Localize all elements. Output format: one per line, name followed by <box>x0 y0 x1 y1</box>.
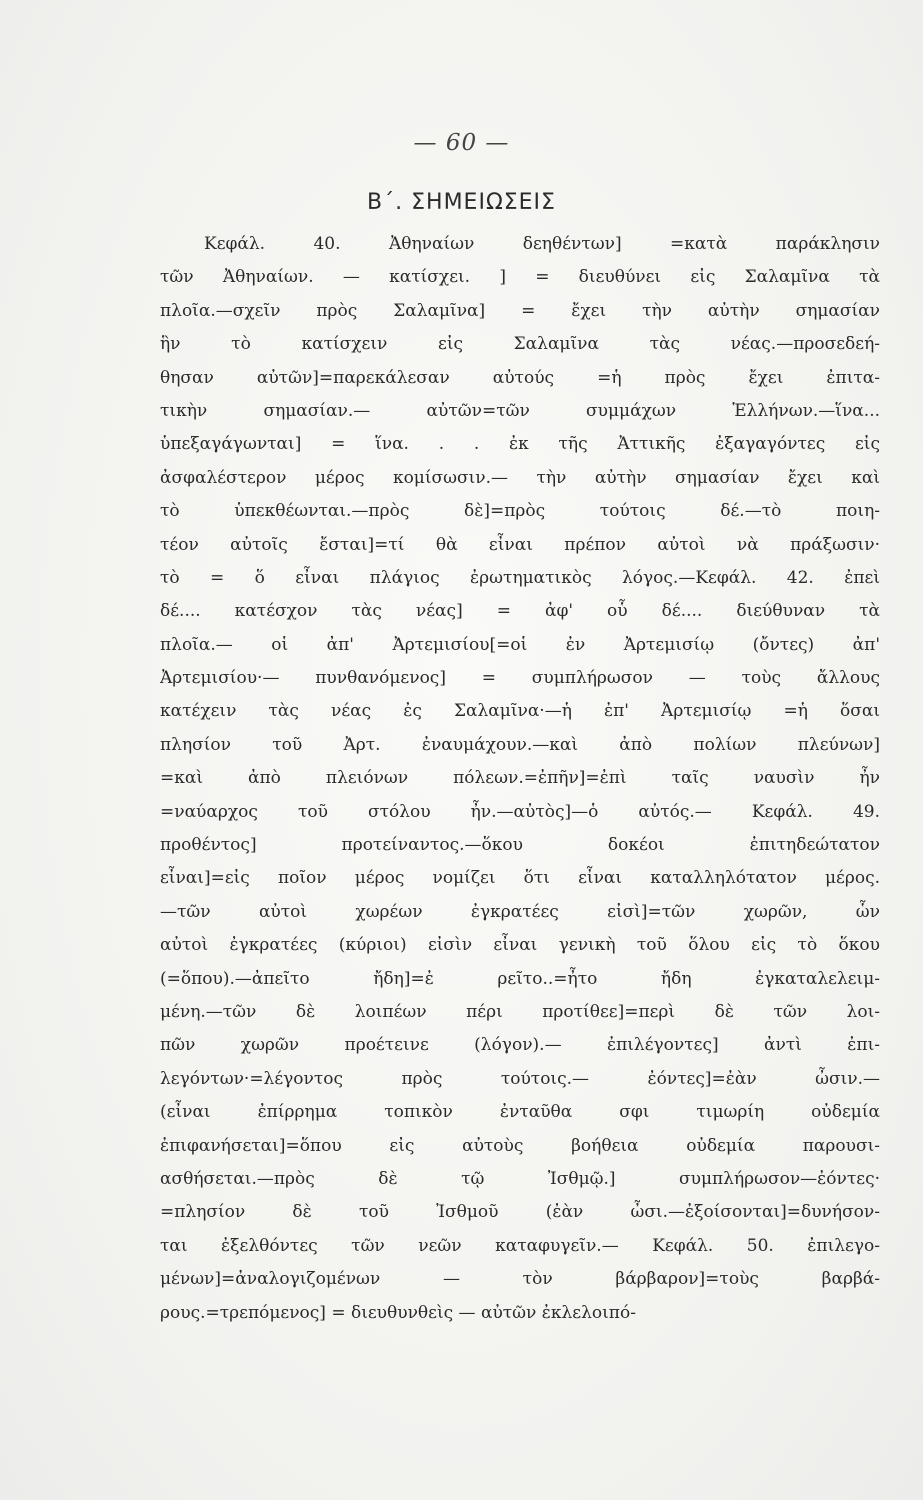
text-line: ἐπιφανήσεται]=ὅπου εἰς αὐτοὺς βοήθεια οὐδεμία παρουσι- <box>160 1135 880 1156</box>
text-line: δέ.... κατέσχον τὰς νέας] = ἀφ' οὗ δέ.... διεύθυναν τὰ <box>160 601 880 622</box>
text-line: τέον αὐτοῖς ἔσται]=τί θὰ εἶναι πρέπον αὐτοὶ νὰ πράξωσιν· <box>160 534 880 555</box>
text-line: εἶναι]=εἰς ποῖον μέρος νομίζει ὅτι εἶναι καταλληλότατον μέρος. <box>160 868 880 889</box>
text-line: (εἶναι ἐπίρρημα τοπικὸν ἐνταῦθα σφι τιμωρίη οὐδεμία <box>160 1102 880 1123</box>
text-line: ὑπεξαγάγωνται] = ἵνα. . . ἐκ τῆς Ἀττικῆς ἐξαγαγόντες εἰς <box>160 434 880 455</box>
text-line: μένων]=ἀναλογιζομένων — τὸν βάρβαρον]=τοὺς βαρβά- <box>160 1269 880 1290</box>
text-line: μένη.—τῶν δὲ λοιπέων πέρι προτίθεε]=περὶ δὲ τῶν λοι- <box>160 1001 880 1022</box>
text-line: τικὴν σημασίαν.— αὐτῶν=τῶν συμμάχων Ἑλλήνων.—ἵνα... <box>160 400 880 421</box>
text-line: πῶν χωρῶν προέτεινε (λόγον).— ἐπιλέγοντες] ἀντὶ ἐπι- <box>160 1035 880 1056</box>
page-number: — 60 — <box>413 130 510 156</box>
text-line: αὐτοὶ ἐγκρατέες (κύριοι) εἰσὶν εἶναι γενικὴ τοῦ ὅλου εἰς τὸ ὅκου <box>160 935 880 956</box>
text-line: Ἀρτεμισίου·— πυνθανόμενος] = συμπλήρωσον — τοὺς ἄλλους <box>160 668 880 689</box>
text-line: ται ἐξελθόντες τῶν νεῶν καταφυγεῖν.— Κεφάλ. 50. ἐπιλεγο- <box>160 1235 880 1256</box>
notes-body <box>160 228 880 1330</box>
text-line: προθέντος] προτείναντος.—ὅκου δοκέοι ἐπιτηδεώτατον <box>160 835 880 856</box>
text-line: τὸ = ὅ εἶναι πλάγιος ἐρωτηματικὸς λόγος.—Κεφάλ. 42. ἐπεὶ <box>160 567 880 588</box>
section-heading: Β΄. ΣΗΜΕΙΩΣΕΙΣ <box>367 190 556 215</box>
text-line: θησαν αὐτῶν]=παρεκάλεσαν αὐτούς =ἡ πρὸς ἔχει ἐπιτα- <box>160 367 880 388</box>
text-line: ρους.=τρεπόμενος] = διευθυνθεὶς — αὐτῶν ἐκλελοιπό- <box>160 1302 636 1323</box>
text-line: τὸ ὑπεκθέωνται.—πρὸς δὲ]=πρὸς τούτοις δέ.—τὸ ποιη- <box>160 501 880 522</box>
text-line: =πλησίον δὲ τοῦ Ἰσθμοῦ (ἐὰν ὦσι.—ἐξοίσονται]=δυνήσον- <box>160 1202 880 1223</box>
text-line: πλησίον τοῦ Ἀρτ. ἐναυμάχουν.—καὶ ἀπὸ πολίων πλεύνων] <box>160 734 880 755</box>
text-line: =ναύαρχος τοῦ στόλου ἦν.—αὐτὸς]—ὁ αὐτός.— Κεφάλ. 49. <box>160 801 880 822</box>
text-line: πλοῖα.— οἱ ἀπ' Ἀρτεμισίου[=οἱ ἐν Ἀρτεμισίῳ (ὄντες) ἀπ' <box>160 634 880 655</box>
text-line: Κεφάλ. 40. Ἀθηναίων δεηθέντων] =κατὰ παράκλησιν <box>204 234 880 254</box>
text-line: ασθήσεται.—πρὸς δὲ τῷ Ἰσθμῷ.] συμπλήρωσον—ἐόντες· <box>160 1168 880 1189</box>
text-line: =καὶ ἀπὸ πλειόνων πόλεων.=ἐπῆν]=ἐπὶ ταῖς ναυσὶν ἦν <box>160 768 880 789</box>
text-line: (=ὅπου).—ἀπεῖτο ἤδη]=ἐ ρεῖτο..=ἦτο ἤδη ἐγκαταλελειμ- <box>160 968 880 989</box>
text-line: ἀσφαλέστερον μέρος κομίσωσιν.— τὴν αὐτὴν σημασίαν ἔχει καὶ <box>160 467 880 488</box>
text-line: πλοῖα.—σχεῖν πρὸς Σαλαμῖνα] = ἔχει τὴν αὐτὴν σημασίαν <box>160 300 880 321</box>
text-line: ἣν τὸ κατίσχειν εἰς Σαλαμῖνα τὰς νέας.—προσεδεή- <box>160 334 880 355</box>
text-line: λεγόντων·=λέγοντος πρὸς τούτοις.— ἐόντες]=ἐὰν ὦσιν.— <box>160 1068 880 1089</box>
text-line: κατέχειν τὰς νέας ἐς Σαλαμῖνα·—ἡ ἐπ' Ἀρτεμισίῳ =ἡ ὅσαι <box>160 701 880 722</box>
text-line: τῶν Ἀθηναίων. — κατίσχει. ] = διευθύνει εἰς Σαλαμῖνα τὰ <box>160 267 880 288</box>
text-line: —τῶν αὐτοὶ χωρέων ἐγκρατέες εἰσὶ]=τῶν χωρῶν, ὧν <box>160 901 880 922</box>
